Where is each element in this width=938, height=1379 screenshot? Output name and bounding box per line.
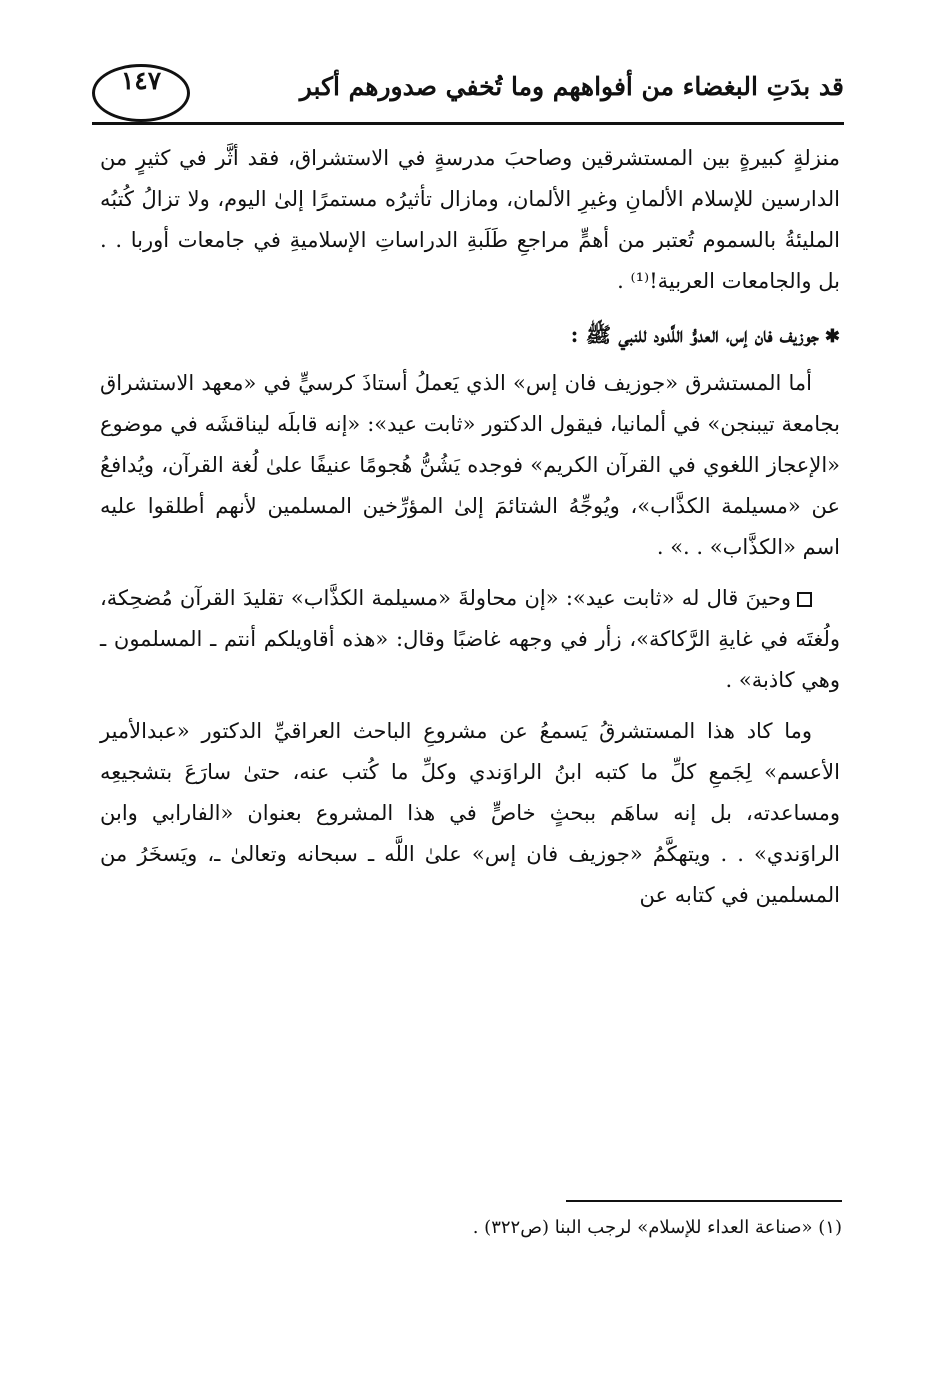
section-heading-text: جوزيف فان إس، العدوُّ اللَّدود للنبي ﷺ :	[570, 322, 819, 347]
paragraph-4: وما كاد هذا المستشرقُ يَسمعُ عن مشروعِ الباحث العراقيِّ الدكتور «عبدالأمير الأعسم» لِجَمعِ كلِّ ما كتبه ابنُ الراوَندي وكلِّ ما كُتب عنه، حتىٰ سارَعَ بتشجيعِه ومساعدته، بل إنه ساهَم ببحثٍ خاصٍّ في هذا المشروع بعنوان «الفارابي وابن الراوَندي» . . ويتهكَّمُ «جوزيف فان إس» علىٰ اللَّه ـ سبحانه وتعالىٰ ـ، ويَسخَرُ من المسلمين في كتابه عن	[100, 719, 840, 907]
page-header	[92, 52, 844, 124]
paragraph-3-text: وحينَ قال له «ثابت عيد»: «إن محاولةَ «مسيلمة الكذَّاب» تقليدَ القرآن مُضحِكة، ولُغتَه في غايةِ الرَّكاكة»، زأر في وجهه غاضبًا وقال: «هذه أقاويلكم أنتم ـ المسلمون ـ وهي كاذبة» .	[100, 586, 840, 692]
section-heading	[100, 314, 840, 357]
running-title: قد بدَتِ البغضاء من أفواههم وما تُخفي صدورهم أكبر	[299, 72, 844, 101]
paragraph-2: أما المستشرق «جوزيف فان إس» الذي يَعملُ أستاذَ كرسيٍّ في «معهد الاستشراق بجامعة تيبنجن» في ألمانيا، فيقول الدكتور «ثابت عيد»: «إنه قابلَه ليناقشَه في موضوع «الإعجاز اللغوي في القرآن الكريم» فوجده يَشُنُّ هُجومًا عنيفًا علىٰ لُغة القرآن، ويُدافعُ عن «مسيلمة الكذَّاب»، ويُوجِّهُ الشتائمَ إلىٰ المؤرِّخين المسلمين لأنهم أطلقوا عليه اسم «الكذَّاب» . .» .	[100, 371, 840, 559]
paragraph-3	[100, 578, 840, 701]
page-number: ١٤٧	[120, 66, 162, 95]
square-marker-icon	[797, 592, 812, 607]
footnote: (١) «صناعة العداء للإسلام» لرجب البنا (ص٣٢٢) .	[472, 1217, 842, 1238]
header-rule	[92, 122, 844, 125]
asterisk-bullet-icon: ✱	[824, 326, 840, 347]
paragraph-1: منزلةٍ كبيرةٍ بين المستشرقين وصاحبَ مدرسةٍ في الاستشراق، فقد أثَّر في كثيرٍ من الدارسين للإسلام الألمانِ وغيرِ الألمان، ومازال تأثيرُه مستمرًا إلىٰ اليوم، ولا تزالُ كُتبُه المليئةُ بالسموم تُعتبر من أهمٍّ مراجعِ طَلَبةِ الدراساتِ الإسلاميةِ في جامعات أوربا . . بل والجامعات العربية!⁽¹⁾ .	[100, 146, 840, 293]
footnote-rule	[566, 1200, 842, 1202]
page-body	[100, 138, 840, 916]
